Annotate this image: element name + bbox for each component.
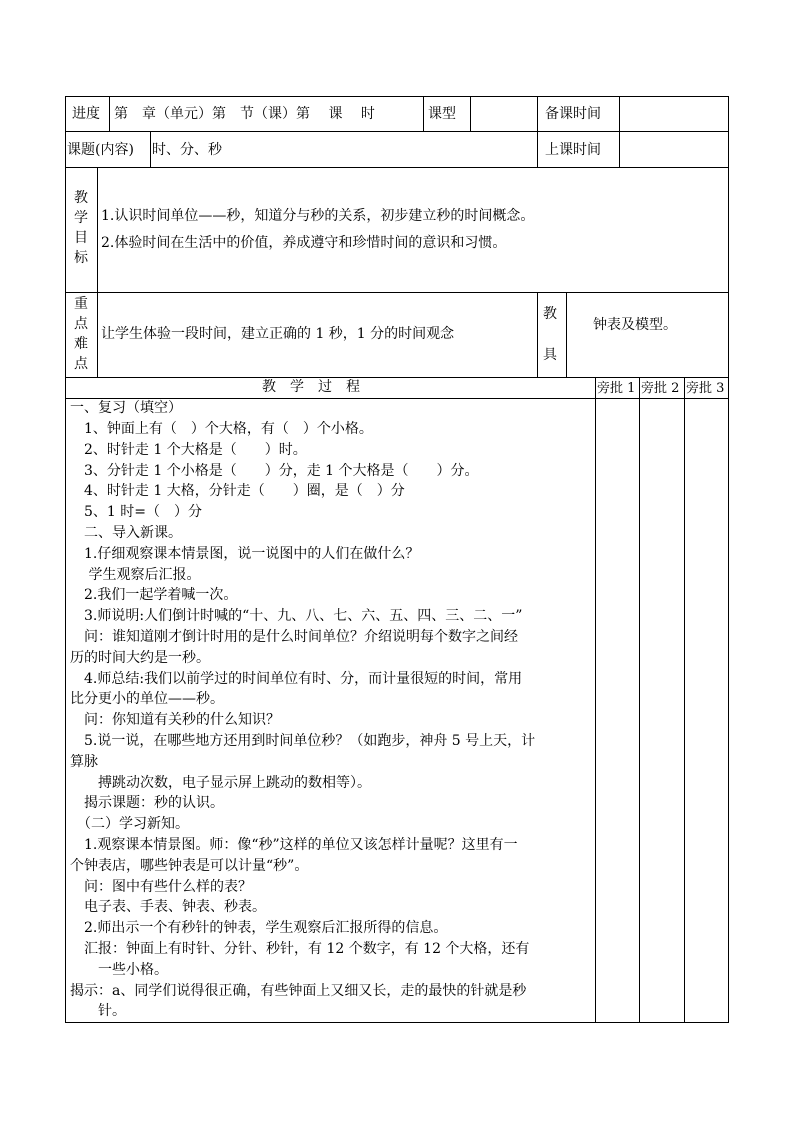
process-line: 搏跳动次数，电子显示屏上跳动的数相等）。 (70, 775, 371, 791)
comment-header-2: 旁批 2 (641, 381, 680, 396)
class-time-value[interactable] (620, 132, 727, 166)
process-line: 4.师总结:我们以前学过的时间单位有时、分，而计量很短的时间，常用 (70, 671, 523, 687)
goals-label-char: 标 (74, 250, 88, 266)
table-border-row3 (65, 292, 729, 293)
keypoints-label-char: 重 (74, 296, 88, 312)
process-line: 算脉 (70, 754, 98, 770)
row1-divider-a (109, 96, 110, 131)
row1-divider-d (537, 96, 538, 131)
process-line: 比分更小的单位——秒。 (70, 691, 224, 707)
goals-label (73, 188, 89, 268)
comment-header-3: 旁批 3 (686, 381, 725, 396)
comment-header-1: 旁批 1 (597, 381, 636, 396)
process-line: 3、分针走 1 个小格是（ ）分，走 1 个大格是（ ）分。 (70, 463, 479, 479)
teaching-aids-value: 钟表及模型。 (593, 317, 677, 333)
process-line: 问：谁知道刚才倒计时用的是什么时间单位？介绍说明每个数字之间经 (70, 629, 518, 645)
comment-column-3[interactable] (685, 399, 728, 1021)
process-line: 1、钟面上有（ ）个大格，有（ ）个小格。 (70, 421, 373, 437)
goals-label-char: 教 (74, 190, 88, 206)
row2-divider-b (537, 131, 538, 167)
table-border-right (728, 96, 729, 1022)
process-line: 1.观察课本情景图。师：像“秒”这样的单位又该怎样计量呢？这里有一 (70, 837, 518, 853)
process-line: 2.我们一起学着喊一次。 (70, 587, 238, 603)
process-line: 问：图中有些什么样的表？ (70, 879, 252, 895)
goals-label-char: 目 (74, 230, 88, 246)
teaching-aids-label-bottom: 具 (543, 347, 557, 363)
comment-column-2[interactable] (640, 399, 684, 1021)
row4-divider-a (97, 292, 98, 377)
process-title: 教 学 过 程 (262, 379, 360, 395)
goal-item-2: 2.体验时间在生活中的价值，养成遵守和珍惜时间的意识和习惯。 (101, 235, 507, 251)
process-line: 揭示：a、同学们说得很正确，有些钟面上又细又长，走的最快的针就是秒 (70, 983, 527, 999)
process-line: 2、时针走 1 个大格是（ ）时。 (70, 442, 307, 458)
process-line: 电子表、手表、钟表、秒表。 (70, 899, 266, 915)
row1-divider-b (423, 96, 424, 131)
process-line: 历的时间大约是一秒。 (70, 650, 210, 666)
keypoints-label-char: 难 (74, 336, 88, 352)
keypoints-label-char: 点 (74, 316, 88, 332)
process-line: 5.说一说，在哪些地方还用到时间单位秒？（如跑步，神舟 5 号上天，计 (70, 733, 536, 749)
process-line: 3.师说明:人们倒计时喊的“十、九、八、七、六、五、四、三、二、一” (70, 608, 523, 624)
process-line: 一、复习（填空） (70, 400, 182, 416)
topic-label: 课题(内容) (67, 142, 134, 158)
class-time-label: 上课时间 (545, 142, 601, 158)
process-line: 4、时针走 1 大格，分针走（ ）圈，是（ ）分 (70, 483, 405, 499)
prep-time-value[interactable] (620, 97, 727, 130)
teaching-aids-label-top: 教 (543, 306, 557, 322)
process-line: 一些小格。 (70, 962, 168, 978)
unit-section-lesson: 第 章（单元）第 节（课）第 课 时 (114, 106, 375, 122)
process-line: （二）学习新知。 (70, 816, 189, 832)
table-border-row4 (65, 377, 729, 378)
keypoints-label-char: 点 (74, 356, 88, 372)
row4-divider-c (566, 292, 567, 377)
row4-divider-b (537, 292, 538, 377)
lesson-type-label: 课型 (428, 106, 456, 122)
table-border-left (65, 96, 66, 1022)
prep-time-label: 备课时间 (545, 106, 601, 122)
topic-value: 时、分、秒 (152, 142, 222, 158)
process-line: 个钟表店，哪些钟表是可以计量“秒”。 (70, 858, 309, 874)
process-line: 针。 (70, 1003, 126, 1019)
progress-label: 进度 (72, 106, 100, 122)
keypoints-label (73, 294, 89, 374)
process-line: 学生观察后汇报。 (70, 567, 201, 583)
goal-item-1: 1.认识时间单位——秒，知道分与秒的关系，初步建立秒的时间概念。 (101, 208, 535, 224)
table-border-bottom (65, 1022, 729, 1023)
process-line: 揭示课题：秒的认识。 (70, 795, 224, 811)
comment-column-1[interactable] (596, 399, 639, 1021)
process-line: 二、导入新课。 (70, 525, 182, 541)
process-line: 2.师出示一个有秒针的钟表，学生观察后汇报所得的信息。 (70, 920, 448, 936)
keypoints-text: 让学生体验一段时间，建立正确的 1 秒，1 分的时间观念 (101, 326, 455, 342)
process-line: 5、1 时=（ ）分 (70, 504, 202, 520)
process-line: 1.仔细观察课本情景图，说一说图中的人们在做什么？ (70, 546, 420, 562)
lesson-type-value[interactable] (471, 97, 536, 130)
process-line: 问：你知道有关秒的什么知识？ (70, 712, 280, 728)
process-line: 汇报：钟面上有时针、分针、秒针，有 12 个数字，有 12 个大格，还有 (70, 941, 530, 957)
row3-divider (97, 167, 98, 292)
row2-divider-a (150, 131, 151, 167)
goals-label-char: 学 (74, 210, 88, 226)
table-border-row2 (65, 167, 729, 168)
